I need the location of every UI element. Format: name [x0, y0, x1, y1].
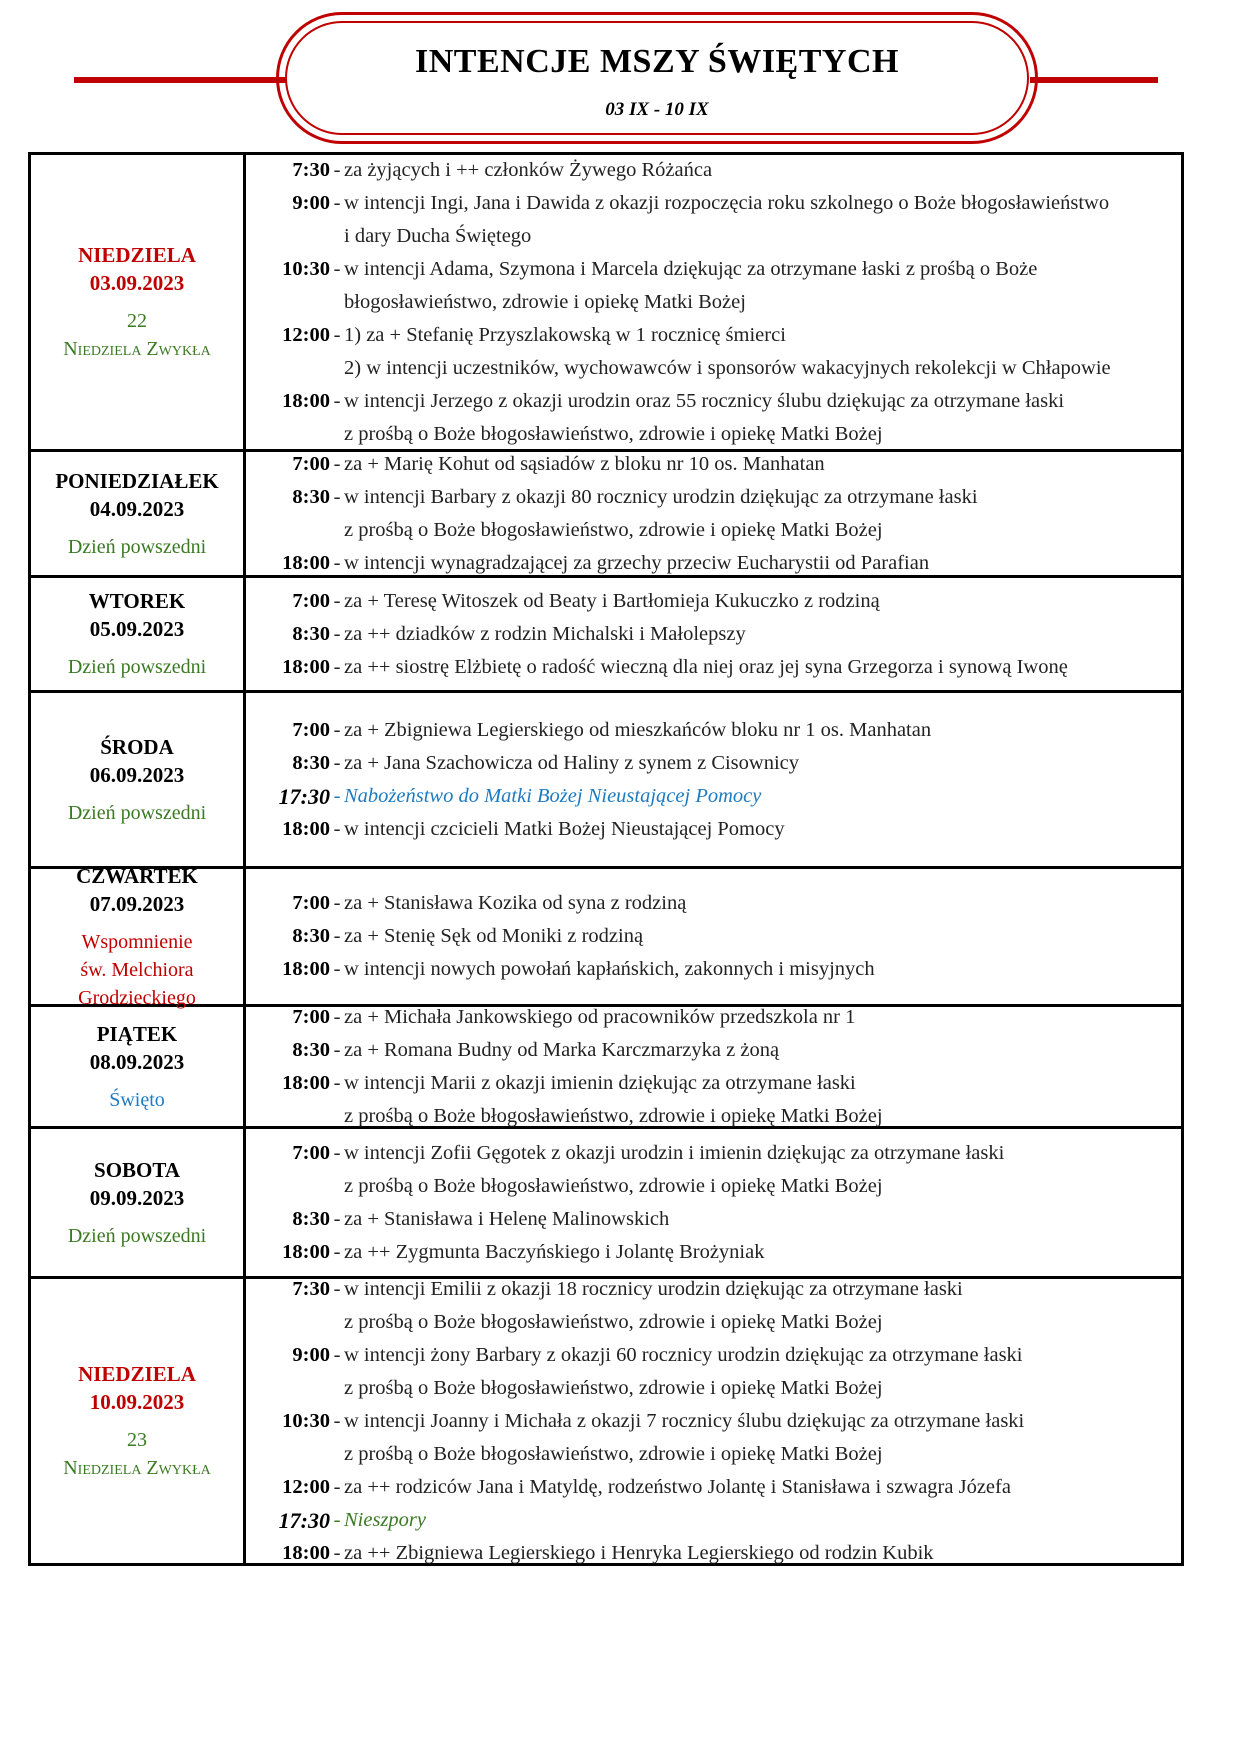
intention-line: z prośbą o Boże błogosławieństwo, zdrowie i opiekę Matki Bożej	[344, 422, 883, 445]
intention-line: za + Marię Kohut od sąsiadów z bloku nr 10 os. Manhatan	[344, 452, 825, 475]
time-separator: -	[333, 622, 341, 645]
mass-time: 17:30	[278, 783, 330, 809]
mass-intention	[344, 481, 1181, 547]
intention-line: za ++ siostrę Elżbietę o radość wieczną dla niej oraz jej syna Grzegorza i synową Iwonę	[344, 655, 1068, 678]
mass-intention	[344, 154, 1181, 187]
mass-time: 17:30	[278, 1507, 330, 1533]
masses-cell	[246, 155, 1181, 449]
day-row	[31, 863, 1181, 1009]
mass-entry	[252, 1236, 1181, 1269]
day-name: SOBOTA	[94, 1157, 180, 1182]
mass-time: 12:00	[282, 323, 330, 346]
day-cell	[31, 1007, 246, 1126]
intention-line: w intencji Barbary z okazji 80 rocznicy urodzin dziękując za otrzymane łaski	[344, 485, 978, 508]
mass-intention	[344, 319, 1181, 385]
mass-entry	[252, 1203, 1181, 1236]
time-separator: -	[333, 784, 341, 807]
mass-intention	[344, 448, 1181, 481]
mass-time: 18:00	[282, 1240, 330, 1263]
day-row	[31, 1276, 1181, 1563]
time-separator: -	[333, 485, 341, 508]
time-separator: -	[333, 551, 341, 574]
mass-intention	[344, 547, 1181, 580]
mass-entry	[252, 1067, 1181, 1133]
mass-entry	[252, 1001, 1181, 1034]
mass-time: 18:00	[282, 551, 330, 574]
time-separator: -	[333, 1240, 341, 1263]
intention-line: błogosławieństwo, zdrowie i opiekę Matki Bożej	[344, 290, 746, 313]
mass-intentions-table	[28, 152, 1184, 1566]
mass-entry	[252, 187, 1181, 253]
mass-intention	[344, 585, 1181, 618]
mass-time: 12:00	[282, 1475, 330, 1498]
time-separator: -	[333, 323, 341, 346]
mass-intention	[344, 953, 1181, 986]
mass-intention	[344, 1137, 1181, 1203]
masses-cell	[246, 693, 1181, 866]
day-date: 08.09.2023	[89, 1049, 185, 1074]
day-row	[31, 1004, 1181, 1126]
mass-entry	[252, 651, 1181, 684]
mass-time: 8:30	[292, 925, 330, 947]
liturgical-day-line: Dzień powszedni	[67, 535, 207, 558]
liturgical-day-line: 22	[126, 310, 147, 332]
intention-line: w intencji żony Barbary z okazji 60 rocznicy urodzin dziękując za otrzymane łaski	[344, 1343, 1023, 1366]
intention-line: z prośbą o Boże błogosławieństwo, zdrowie i opiekę Matki Bożej	[344, 1174, 883, 1197]
intention-line: w intencji Ingi, Jana i Dawida z okazji rozpoczęcia roku szkolnego o Boże błogosławieństwo	[344, 191, 1110, 214]
mass-entry	[252, 887, 1181, 920]
intention-line: Nabożeństwo do Matki Bożej Nieustającej Pomocy	[344, 784, 762, 807]
intention-line: za ++ Zygmunta Baczyńskiego i Jolantę Brożyniak	[344, 1240, 765, 1263]
time-separator: -	[333, 1508, 341, 1531]
intention-line: w intencji Jerzego z okazji urodzin oraz 55 rocznicy ślubu dziękując za otrzymane łaski	[344, 389, 1065, 412]
time-separator: -	[333, 1141, 341, 1164]
intention-line: Nieszpory	[344, 1508, 426, 1531]
mass-intention	[344, 187, 1181, 253]
time-separator: -	[333, 1207, 341, 1230]
time-separator: -	[333, 655, 341, 678]
intention-line: za + Stanisława Kozika od syna z rodziną	[344, 892, 687, 914]
mass-intention	[344, 1034, 1181, 1067]
mass-intention	[344, 887, 1181, 920]
mass-intention	[344, 651, 1181, 684]
intention-line: za ++ dziadków z rodzin Michalski i Małolepszy	[344, 622, 746, 645]
masses-cell	[246, 452, 1181, 575]
masses-cell	[246, 578, 1181, 690]
day-cell	[31, 693, 246, 866]
day-date: 05.09.2023	[89, 617, 185, 641]
liturgical-day-line: Święto	[109, 1088, 165, 1111]
day-row	[31, 1126, 1181, 1276]
day-cell	[31, 578, 246, 690]
day-date: 10.09.2023	[89, 1390, 185, 1414]
mass-entry	[252, 813, 1181, 846]
day-name: ŚRODA	[100, 734, 174, 759]
mass-intention	[344, 1339, 1181, 1405]
mass-entry	[252, 1273, 1181, 1339]
intention-line: za + Romana Budny od Marka Karczmarzyka z żoną	[344, 1038, 780, 1061]
mass-entry	[252, 547, 1181, 580]
time-separator: -	[333, 958, 341, 980]
intention-line: za ++ rodziców Jana i Matyldę, rodzeństwo Jolantę i Stanisława i szwagra Józefa	[344, 1475, 1011, 1498]
intention-line: w intencji nowych powołań kapłańskich, zakonnych i misyjnych	[344, 958, 875, 980]
mass-entry	[252, 618, 1181, 651]
mass-intention	[344, 1405, 1181, 1471]
day-name: PIĄTEK	[96, 1021, 178, 1046]
time-separator: -	[333, 1005, 341, 1028]
mass-intention	[344, 1471, 1181, 1504]
liturgical-day-line: św. Melchiora	[80, 958, 194, 981]
time-separator: -	[333, 191, 341, 214]
mass-time: 8:30	[292, 485, 330, 508]
day-row	[31, 155, 1181, 449]
intention-line: w intencji wynagradzającej za grzechy przeciw Eucharystii od Parafian	[344, 551, 930, 574]
mass-time: 10:30	[282, 257, 330, 280]
mass-intention	[344, 1001, 1181, 1034]
time-separator: -	[333, 389, 341, 412]
liturgical-day-line: Grodzieckiego	[78, 986, 196, 1009]
mass-entry	[252, 780, 1181, 813]
header-rule-right	[1030, 77, 1158, 83]
page-subtitle: 03 IX - 10 IX	[605, 99, 709, 120]
mass-time: 18:00	[282, 958, 330, 980]
day-name: NIEDZIELA	[78, 243, 196, 267]
day-date: 03.09.2023	[89, 271, 185, 295]
intention-line: z prośbą o Boże błogosławieństwo, zdrowie i opiekę Matki Bożej	[344, 1310, 883, 1333]
mass-time: 7:00	[292, 718, 330, 741]
mass-intention	[344, 618, 1181, 651]
header-rule-left	[74, 77, 286, 83]
mass-intention	[344, 920, 1181, 953]
mass-time: 7:00	[292, 589, 330, 612]
time-separator: -	[333, 925, 341, 947]
header-banner	[276, 12, 1038, 144]
intention-line: 2) w intencji uczestników, wychowawców i sponsorów wakacyjnych rekolekcji w Chłapowie	[344, 356, 1111, 379]
intention-line: w intencji Joanny i Michała z okazji 7 rocznicy ślubu dziękując za otrzymane łaski	[344, 1409, 1025, 1432]
mass-intention	[344, 780, 1181, 813]
time-separator: -	[333, 257, 341, 280]
liturgical-day	[68, 653, 206, 681]
mass-entry	[252, 1034, 1181, 1067]
time-separator: -	[333, 892, 341, 914]
mass-intention	[344, 1537, 1181, 1570]
masses-cell	[246, 1007, 1181, 1126]
liturgical-day	[68, 1222, 206, 1250]
intention-line: w intencji Marii z okazji imienin dziękując za otrzymane łaski	[344, 1071, 856, 1094]
intention-line: za + Stanisława i Helenę Malinowskich	[344, 1207, 670, 1230]
intention-line: w intencji czcicieli Matki Bożej Nieustającej Pomocy	[344, 817, 785, 840]
intention-line: 1) za + Stefanię Przyszlakowską w 1 rocznicę śmierci	[344, 323, 786, 346]
mass-entry	[252, 1504, 1181, 1537]
time-separator: -	[333, 1475, 341, 1498]
mass-time: 7:00	[292, 1141, 330, 1164]
mass-time: 8:30	[292, 1038, 330, 1061]
mass-time: 7:00	[292, 892, 330, 914]
time-separator: -	[333, 589, 341, 612]
masses-cell	[246, 869, 1181, 1004]
day-cell	[31, 1279, 246, 1563]
intention-line: za + Zbigniewa Legierskiego od mieszkańców bloku nr 1 os. Manhatan	[344, 718, 932, 741]
mass-entry	[252, 253, 1181, 319]
day-name: PONIEDZIAŁEK	[55, 468, 219, 493]
intention-line: za + Jana Szachowicza od Haliny z synem z Cisownicy	[344, 751, 800, 774]
mass-time: 18:00	[282, 389, 330, 412]
liturgical-day	[78, 928, 196, 1012]
time-separator: -	[333, 1541, 341, 1564]
mass-time: 8:30	[292, 622, 330, 645]
day-row	[31, 449, 1181, 575]
liturgical-day-line: Niedziela Zwykła	[63, 338, 211, 360]
intention-line: za + Teresę Witoszek od Beaty i Bartłomieja Kukuczko z rodziną	[344, 589, 880, 612]
mass-intention	[344, 747, 1181, 780]
intention-line: w intencji Zofii Gęgotek z okazji urodzin i imienin dziękując za otrzymane łaski	[344, 1141, 1005, 1164]
mass-intention	[344, 1504, 1181, 1537]
liturgical-day	[109, 1086, 165, 1114]
mass-intention	[344, 1236, 1181, 1269]
mass-intention	[344, 1203, 1181, 1236]
day-cell	[31, 155, 246, 449]
liturgical-day-line: Dzień powszedni	[67, 656, 207, 678]
liturgical-day-line: 23	[126, 1429, 147, 1451]
intention-line: za + Stenię Sęk od Moniki z rodziną	[344, 925, 644, 947]
mass-entry	[252, 154, 1181, 187]
day-name: WTOREK	[88, 589, 186, 613]
time-separator: -	[333, 817, 341, 840]
mass-entry	[252, 1339, 1181, 1405]
mass-intention	[344, 385, 1181, 451]
intention-line: i dary Ducha Świętego	[344, 224, 532, 247]
mass-time: 8:30	[292, 1207, 330, 1230]
mass-time: 8:30	[292, 751, 330, 774]
mass-entry	[252, 385, 1181, 451]
intention-line: w intencji Adama, Szymona i Marcela dziękując za otrzymane łaski z prośbą o Boże	[344, 257, 1038, 280]
mass-time: 18:00	[282, 655, 330, 678]
mass-entry	[252, 319, 1181, 385]
liturgical-day	[68, 533, 206, 561]
day-row	[31, 690, 1181, 866]
masses-cell	[246, 1129, 1181, 1276]
mass-entry	[252, 448, 1181, 481]
day-date: 06.09.2023	[89, 762, 185, 787]
mass-entry	[252, 481, 1181, 547]
intention-line: z prośbą o Boże błogosławieństwo, zdrowie i opiekę Matki Bożej	[344, 1376, 883, 1399]
mass-time: 10:30	[282, 1409, 330, 1432]
intention-line: z prośbą o Boże błogosławieństwo, zdrowie i opiekę Matki Bożej	[344, 1442, 883, 1465]
mass-time: 9:00	[292, 1343, 330, 1366]
mass-entry	[252, 747, 1181, 780]
liturgical-day-line: Dzień powszedni	[67, 1224, 207, 1247]
liturgical-day-line: Dzień powszedni	[67, 801, 207, 824]
mass-intention	[344, 813, 1181, 846]
time-separator: -	[333, 1409, 341, 1432]
mass-intention	[344, 253, 1181, 319]
intention-line: z prośbą o Boże błogosławieństwo, zdrowie i opiekę Matki Bożej	[344, 1104, 883, 1127]
day-cell	[31, 1129, 246, 1276]
liturgical-day	[63, 307, 211, 363]
time-separator: -	[333, 1343, 341, 1366]
time-separator: -	[333, 158, 341, 181]
day-date: 04.09.2023	[89, 496, 185, 521]
intention-line: w intencji Emilii z okazji 18 rocznicy urodzin dziękując za otrzymane łaski	[344, 1277, 963, 1300]
day-name: NIEDZIELA	[78, 1362, 196, 1386]
mass-time: 7:30	[292, 158, 330, 181]
mass-intention	[344, 1273, 1181, 1339]
day-cell	[31, 863, 246, 1009]
mass-time: 9:00	[292, 191, 330, 214]
day-name: CZWARTEK	[76, 863, 198, 888]
intention-line: za żyjących i ++ członków Żywego Różańca	[344, 158, 713, 181]
mass-time: 18:00	[282, 1071, 330, 1094]
mass-entry	[252, 1137, 1181, 1203]
mass-entry	[252, 714, 1181, 747]
day-row	[31, 575, 1181, 690]
masses-cell	[246, 1279, 1181, 1563]
page-title: INTENCJE MSZY ŚWIĘTYCH	[415, 43, 899, 80]
time-separator: -	[333, 452, 341, 475]
liturgical-day-line: Wspomnienie	[81, 930, 193, 953]
mass-intention	[344, 714, 1181, 747]
day-date: 09.09.2023	[89, 1185, 185, 1210]
day-date: 07.09.2023	[89, 891, 185, 916]
mass-entry	[252, 920, 1181, 953]
liturgical-day	[68, 799, 206, 827]
mass-entry	[252, 1471, 1181, 1504]
intention-line: z prośbą o Boże błogosławieństwo, zdrowie i opiekę Matki Bożej	[344, 518, 883, 541]
time-separator: -	[333, 1071, 341, 1094]
liturgical-day-line: Niedziela Zwykła	[63, 1457, 211, 1479]
liturgical-day	[63, 1426, 211, 1482]
mass-time: 18:00	[282, 1541, 330, 1564]
mass-intention	[344, 1067, 1181, 1133]
intention-line: za + Michała Jankowskiego od pracowników przedszkola nr 1	[344, 1005, 856, 1028]
intention-line: za ++ Zbigniewa Legierskiego i Henryka Legierskiego od rodzin Kubik	[344, 1541, 934, 1564]
time-separator: -	[333, 718, 341, 741]
mass-entry	[252, 1537, 1181, 1570]
mass-entry	[252, 953, 1181, 986]
time-separator: -	[333, 1038, 341, 1061]
time-separator: -	[333, 1277, 341, 1300]
day-cell	[31, 452, 246, 575]
mass-time: 7:00	[292, 1005, 330, 1028]
mass-time: 18:00	[282, 817, 330, 840]
mass-entry	[252, 585, 1181, 618]
time-separator: -	[333, 751, 341, 774]
mass-time: 7:00	[292, 452, 330, 475]
mass-time: 7:30	[292, 1277, 330, 1300]
mass-entry	[252, 1405, 1181, 1471]
